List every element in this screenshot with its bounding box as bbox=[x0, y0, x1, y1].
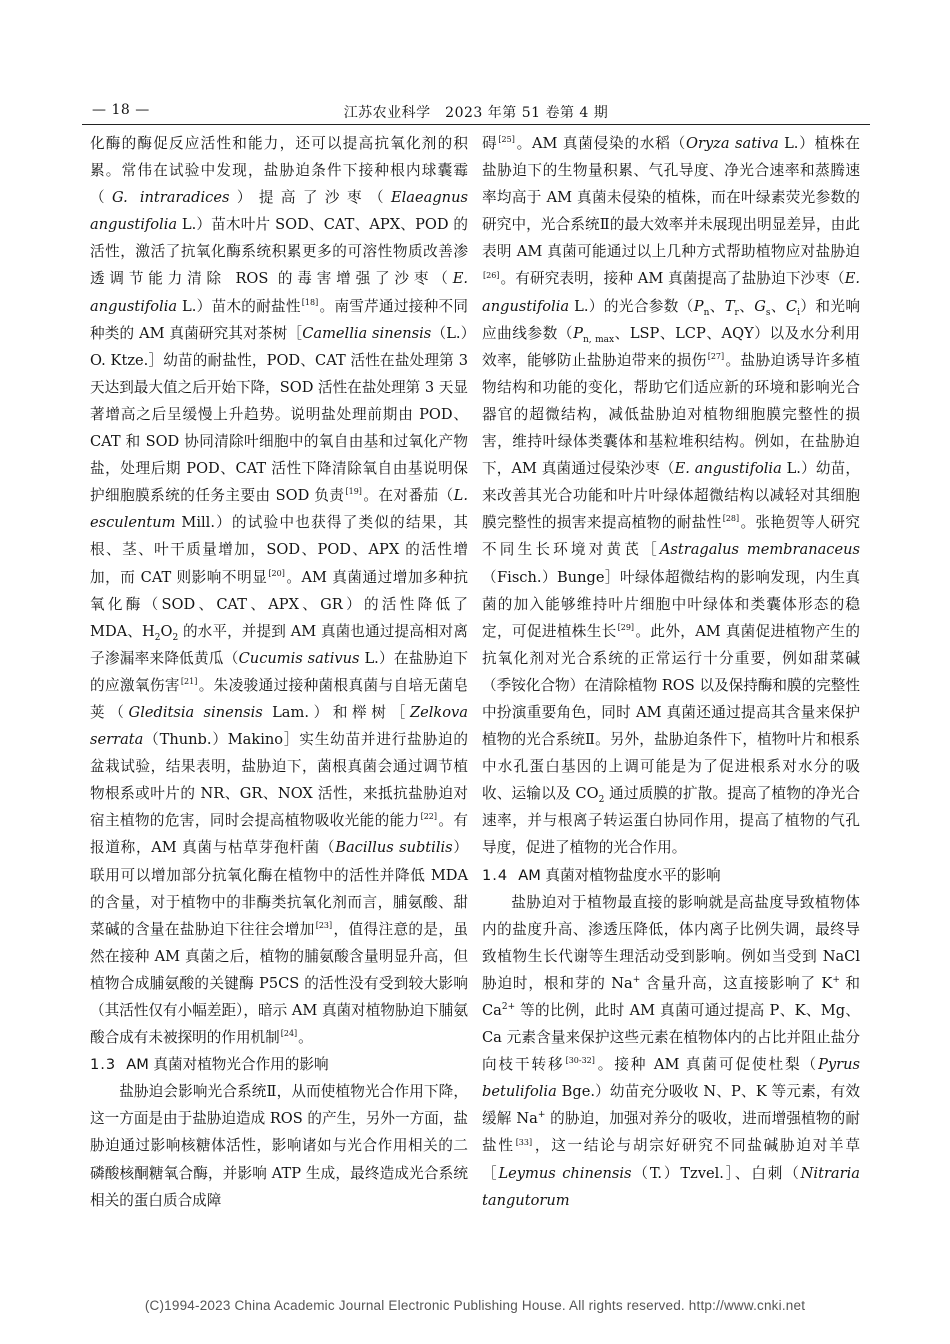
citation[interactable]: [22] bbox=[420, 812, 438, 822]
running-header bbox=[82, 102, 870, 126]
journal-title: 江苏农业科学 2023 年第 51 卷第 4 期 bbox=[343, 105, 609, 121]
header-rule bbox=[82, 124, 870, 125]
citation[interactable]: [25] bbox=[498, 135, 515, 145]
citation[interactable]: [23] bbox=[315, 920, 333, 930]
paragraph: 盐胁迫会影响光合系统Ⅱ，从而使植物光合作用下降，这一方面是由于盐胁迫造成 ROS 的产生，另外一方面，盐胁迫通过影响核糖体活性，影响诸如与光合作用相关的二磷酸核酮糖氧合酶，并影响 ATP 生成，最终造成光合系统相关的蛋白质合成障 bbox=[90, 1083, 468, 1209]
citation[interactable]: [18] bbox=[301, 297, 319, 307]
citation[interactable]: [26] bbox=[483, 270, 500, 280]
section-heading: 1.3 AM 真菌对植物光合作用的影响 bbox=[90, 1056, 329, 1074]
paragraph: 化酶的酶促反应活性和能力，还可以提高抗氧化剂的积累。常伟在试验中发现，盐胁迫条件下接种根内球囊霉（G. intraradices）提高了沙枣（Elaeagnus angustifolia L.）苗木叶片 SOD、CAT、APX、POD 的活性，激活了抗氧化酶系统积累更多的可溶性物质改善渗透调节能力清除 ROS 的毒害增强了沙枣（E. angustifolia L.）苗木的耐盐性[18]。南雪芹通过接种不同种类的 AM 真菌研究其对茶树［Camellia sinensis（L.）O. Ktze.］幼苗的耐盐性，POD、CAT 活性在盐处理第 3 天达到最大值之后开始下降，SOD 活性在盐处理第 3 天显著增高之后呈缓慢上升趋势。说明盐处理前期由 POD、CAT 和 SOD 协同清除叶细胞中的氧自由基和过氧化产物盐，处理后期 POD、CAT 活性下降清除氧自由基说明保护细胞膜系统的任务主要由 SOD 负责[19]。在对番茄（L. esculentum Mill.）的试验中也获得了类似的结果，其根、茎、叶干质量增加，SOD、POD、APX 的活性增加，而 CAT 则影响不明显[20]。AM 真菌通过增加多种抗氧化酶（SOD、CAT、APX、GR）的活性降低了 MDA、$H_2O_2$ 的水平，并提到 AM 真菌也通过提高相对离子渗漏率来降低黄瓜（Cucumis sativus L.）在盐胁迫下的应激氧伤害[21]。朱凌骏通过接种菌根真菌与自培无菌皂荚（Gleditsia sinensis Lam.）和榉树［Zelkova serrata（Thunb.）Makino］实生幼苗并进行盐胁迫的盆栽试验，结果表明，盐胁迫下，菌根真菌会通过调节植物根系或叶片的 NR、GR、NOX 活性，来抵抗盐胁迫对宿主植物的危害，同时会提高植物吸收光能的能力[22]。有报道称，AM 真菌与枯草芽孢杆菌（Bacillus subtilis）联用可以增加部分抗氧化酶在植物中的活性并降低 MDA 的含量，对于植物中的非酶类抗氧化剂而言，脯氨酸、甜菜碱的含量在盐胁迫下往往会增加[23]，值得注意的是，虽然在接种 AM 真菌之后，植物的脯氨酸含量明显升高，但植物合成脯氨酸的关键酶 P5CS 的活性没有受到较大影响（其活性仅有小幅差距），暗示 AM 真菌对植物胁迫下脯氨酸合成有未被探明的作用机制[24]。 bbox=[90, 135, 469, 1047]
citation[interactable]: [29] bbox=[617, 622, 635, 632]
right-column bbox=[482, 130, 860, 1214]
citation[interactable]: [21] bbox=[180, 677, 198, 687]
copyright-footer: (C)1994-2023 China Academic Journal Electronic Publishing House. All rights reserved. http://www.cnki.net bbox=[144, 1298, 806, 1313]
citation[interactable]: [30-32] bbox=[565, 1056, 595, 1066]
paragraph: 盐胁迫对于植物最直接的影响就是高盐度导致植物体内的盐度升高、渗透压降低，体内离子比例失调，最终导致植物生长代谢等生理活动受到影响。例如当受到 NaCl 胁迫时，根和芽的 Na+ 含量升高，这直接影响了 K+ 和 $Ca^{2+}$ 等的比例，此时 AM 真菌可通过提高 P、K、Mg、Ca 元素含量来保护这些元素在植物体内的占比并阻止盐分向枝干转移[30-32]。接种 AM 真菌可促使杜梨（Pyrus betulifolia Bge.）幼苗充分吸收 N、P、K 等元素，有效缓解 Na+ 的胁迫，加强对养分的吸收，进而增强植物的耐盐性[33]，这一结论与胡宗好研究不同盐碱胁迫对羊草［Leymus chinensis（T.）Tzvel.］、白刺（Nitraria tangutorum bbox=[482, 893, 860, 1209]
citation[interactable]: [19] bbox=[345, 487, 362, 497]
citation[interactable]: [24] bbox=[280, 1029, 298, 1039]
citation[interactable]: [28] bbox=[722, 514, 740, 524]
left-column bbox=[90, 130, 468, 1214]
page-number: — 18 — bbox=[92, 102, 150, 118]
citation[interactable]: [27] bbox=[707, 351, 725, 361]
citation[interactable]: [33] bbox=[515, 1137, 533, 1147]
paragraph: 碍[25]。AM 真菌侵染的水稻（Oryza sativa L.）植株在盐胁迫下的生物量积累、气孔导度、净光合速率和蒸腾速率均高于 AM 真菌未侵染的植株，而在叶绿素荧光参数的研究中，光合系统Ⅱ的最大效率并未展现出明显差异，由此表明 AM 真菌可能通过以上几种方式帮助植物应对盐胁迫[26]。有研究表明，接种 AM 真菌提高了盐胁迫下沙枣（E. angustifolia L.）的光合参数（$P_n$、$T_r$、$G_s$、$C_i$）和光响应曲线参数（$P_{n, max}$、LSP、LCP、AQY）以及水分利用效率，能够防止盐胁迫带来的损伤[27]。盐胁迫诱导许多植物结构和功能的变化，帮助它们适应新的环境和影响光合器官的超微结构，减低盐胁迫对植物细胞膜完整性的损害，维持叶绿体类囊体和基粒堆积结构。例如，在盐胁迫下，AM 真菌通过侵染沙枣（E. angustifolia L.）幼苗，来改善其光合功能和叶片叶绿体超微结构以减轻对其细胞膜完整性的损害来提高植物的耐盐性[28]。张艳贺等人研究不同生长环境对黄芪［Astragalus membranaceus（Fisch.）Bunge］叶绿体超微结构的影响发现，内生真菌的加入能够维持叶片细胞中叶绿体和类囊体形态的稳定，可促进植株生长[29]。此外，AM 真菌促进植物产生的抗氧化剂对光合系统的正常运行十分重要，例如甜菜碱（季铵化合物）在清除植物 ROS 以及保持酶和膜的完整性中扮演重要角色，同时 AM 真菌还通过提高其含量来保护植物的光合系统Ⅱ。另外，盐胁迫条件下，植物叶片和根系中水孔蛋白基因的上调可能是为了促进根系对水分的吸收、运输以及 $CO_2$ 通过质膜的扩散。提高了植物的净光合速率，并与根离子转运蛋白协同作用，提高了植物的气孔导度，促进了植物的光合作用。 bbox=[482, 135, 860, 857]
section-heading: 1.4 AM 真菌对植物盐度水平的影响 bbox=[482, 866, 721, 884]
citation[interactable]: [20] bbox=[268, 568, 285, 578]
